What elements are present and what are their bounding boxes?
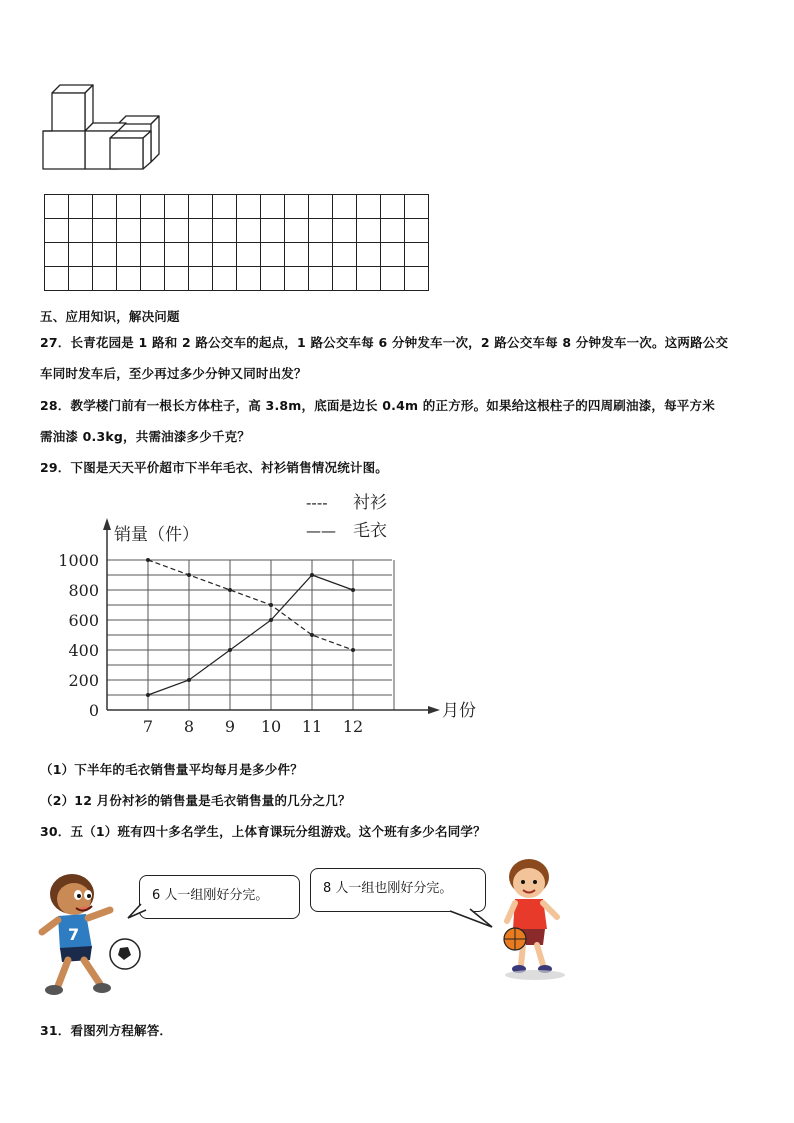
y-tick-label: 1000 xyxy=(58,551,99,570)
grid-cell xyxy=(213,267,237,291)
question-28-line1: 28．教学楼门前有一根长方体柱子，高 3.8m，底面是边长 0.4m 的正方形。如果给这根柱子的四周刷油漆，每平方米 xyxy=(40,398,715,413)
grid-row xyxy=(45,243,429,267)
svg-text:7: 7 xyxy=(68,925,80,944)
grid-cell xyxy=(381,219,405,243)
drawing-grid xyxy=(44,194,429,291)
grid-cell xyxy=(93,267,117,291)
grid-cell xyxy=(285,195,309,219)
grid-cell xyxy=(309,219,333,243)
data-point-衬衫 xyxy=(187,573,191,577)
grid-cell xyxy=(213,243,237,267)
grid-cell xyxy=(69,219,93,243)
grid-cell xyxy=(93,195,117,219)
grid-cell xyxy=(45,267,69,291)
speech-bubble-right-tail xyxy=(446,905,496,931)
data-point-衬衫 xyxy=(269,603,273,607)
question-30: 30．五（1）班有四十多名学生，上体育课玩分组游戏。这个班有多少名同学？ xyxy=(40,824,486,839)
question-29-sub2: （2）12 月份衬衫的销售量是毛衣销售量的几分之几？ xyxy=(40,793,351,808)
y-tick-label: 800 xyxy=(68,581,99,600)
chart-y-axis-label: 销量（件） xyxy=(114,525,199,545)
grid-cell xyxy=(141,267,165,291)
question-31: 31．看图列方程解答． xyxy=(40,1023,173,1038)
chart-legend xyxy=(306,493,387,541)
grid-cell xyxy=(189,219,213,243)
grid-cell xyxy=(141,219,165,243)
cube-middle xyxy=(85,123,126,131)
grid-cell xyxy=(285,243,309,267)
grid-cell xyxy=(93,243,117,267)
grid-row xyxy=(45,195,429,219)
grid-cell xyxy=(357,195,381,219)
x-tick-label: 10 xyxy=(260,717,282,736)
grid-cell xyxy=(261,243,285,267)
grid-cell xyxy=(165,267,189,291)
grid-cell xyxy=(357,267,381,291)
speech-bubble-right-text: 8 人一组也刚好分完。 xyxy=(323,881,453,896)
legend-label: 毛衣 xyxy=(353,521,387,541)
grid-row xyxy=(45,219,429,243)
legend-label: 衬衫 xyxy=(353,493,387,513)
grid-cell xyxy=(333,219,357,243)
grid-cell xyxy=(165,219,189,243)
x-axis-arrow-icon xyxy=(428,706,440,714)
data-point-衬衫 xyxy=(351,648,355,652)
grid-cell xyxy=(357,219,381,243)
legend-symbol: ---- xyxy=(306,494,328,512)
question-27-line2: 车同时发车后，至少再过多少分钟又同时出发？ xyxy=(40,366,307,381)
grid-cell xyxy=(165,243,189,267)
grid-cell xyxy=(189,267,213,291)
y-tick-label: 0 xyxy=(88,701,99,720)
grid-cell xyxy=(405,243,429,267)
data-point-衬衫 xyxy=(146,558,150,562)
x-tick-label: 9 xyxy=(224,717,236,736)
cube-left-bottom xyxy=(43,131,85,169)
grid-cell xyxy=(357,243,381,267)
grid-cell xyxy=(285,219,309,243)
cube-front-right xyxy=(110,138,143,169)
grid-cell xyxy=(237,219,261,243)
boy-soccer-illustration xyxy=(36,868,148,1000)
boy-basketball-illustration xyxy=(495,855,580,985)
grid-cell xyxy=(309,243,333,267)
data-point-毛衣 xyxy=(146,693,150,697)
grid-cell xyxy=(45,243,69,267)
grid-cell xyxy=(117,195,141,219)
grid-cell xyxy=(309,267,333,291)
grid-cell xyxy=(333,195,357,219)
y-tick-label: 200 xyxy=(68,671,99,690)
grid-cell xyxy=(237,267,261,291)
x-tick-label: 11 xyxy=(301,717,323,736)
grid-cell xyxy=(45,195,69,219)
grid-cell xyxy=(141,243,165,267)
grid-cell xyxy=(213,219,237,243)
speech-bubble-left-tail xyxy=(126,902,156,922)
grid-cell xyxy=(405,267,429,291)
grid-cell xyxy=(333,267,357,291)
grid-cell xyxy=(309,195,333,219)
data-point-毛衣 xyxy=(310,573,314,577)
question-27-line1: 27．长青花园是 1 路和 2 路公交车的起点，1 路公交车每 6 分钟发车一次，2 路公交车每 8 分钟发车一次。这两路公交 xyxy=(40,335,729,350)
x-tick-label: 8 xyxy=(183,717,195,736)
grid-cell xyxy=(69,243,93,267)
grid-cell xyxy=(93,219,117,243)
speech-bubble-left xyxy=(139,875,300,919)
section-heading: 五、应用知识，解决问题 xyxy=(40,309,180,324)
question-29-intro: 29．下图是天天平价超市下半年毛衣、衬衫销售情况统计图。 xyxy=(40,460,388,475)
grid-cell xyxy=(381,243,405,267)
x-tick-label: 7 xyxy=(142,717,154,736)
y-axis-arrow-icon xyxy=(103,518,111,530)
data-point-衬衫 xyxy=(228,588,232,592)
grid-cell xyxy=(189,243,213,267)
grid-cell xyxy=(165,195,189,219)
cube-stack-figure xyxy=(38,80,168,175)
x-tick-label: 12 xyxy=(342,717,364,736)
grid-cell xyxy=(69,195,93,219)
grid-cell xyxy=(261,267,285,291)
legend-symbol: —— xyxy=(306,522,336,540)
speech-bubble-left-text: 6 人一组刚好分完。 xyxy=(152,888,269,903)
grid-cell xyxy=(213,195,237,219)
grid-cell xyxy=(117,243,141,267)
y-tick-label: 600 xyxy=(68,611,99,630)
grid-cell xyxy=(405,219,429,243)
grid-cell xyxy=(381,267,405,291)
grid-cell xyxy=(117,267,141,291)
grid-cell xyxy=(381,195,405,219)
grid-cell xyxy=(69,267,93,291)
grid-cell xyxy=(285,267,309,291)
grid-row xyxy=(45,267,429,291)
chart-x-axis-label: 月份 xyxy=(442,701,476,721)
data-point-毛衣 xyxy=(351,588,355,592)
grid-cell xyxy=(189,195,213,219)
sales-line-chart xyxy=(40,488,490,738)
grid-cell xyxy=(237,243,261,267)
grid-cell xyxy=(405,195,429,219)
grid-cell xyxy=(261,219,285,243)
grid-cell xyxy=(333,243,357,267)
grid-cell xyxy=(261,195,285,219)
question-29-sub1: （1）下半年的毛衣销售量平均每月是多少件？ xyxy=(40,762,303,777)
question-28-line2: 需油漆 0.3kg，共需油漆多少千克？ xyxy=(40,429,251,444)
grid-cell xyxy=(117,219,141,243)
data-point-毛衣 xyxy=(269,618,273,622)
grid-cell xyxy=(141,195,165,219)
grid-cell xyxy=(45,219,69,243)
data-point-衬衫 xyxy=(310,633,314,637)
grid-cell xyxy=(237,195,261,219)
data-point-毛衣 xyxy=(228,648,232,652)
y-tick-label: 400 xyxy=(68,641,99,660)
data-point-毛衣 xyxy=(187,678,191,682)
